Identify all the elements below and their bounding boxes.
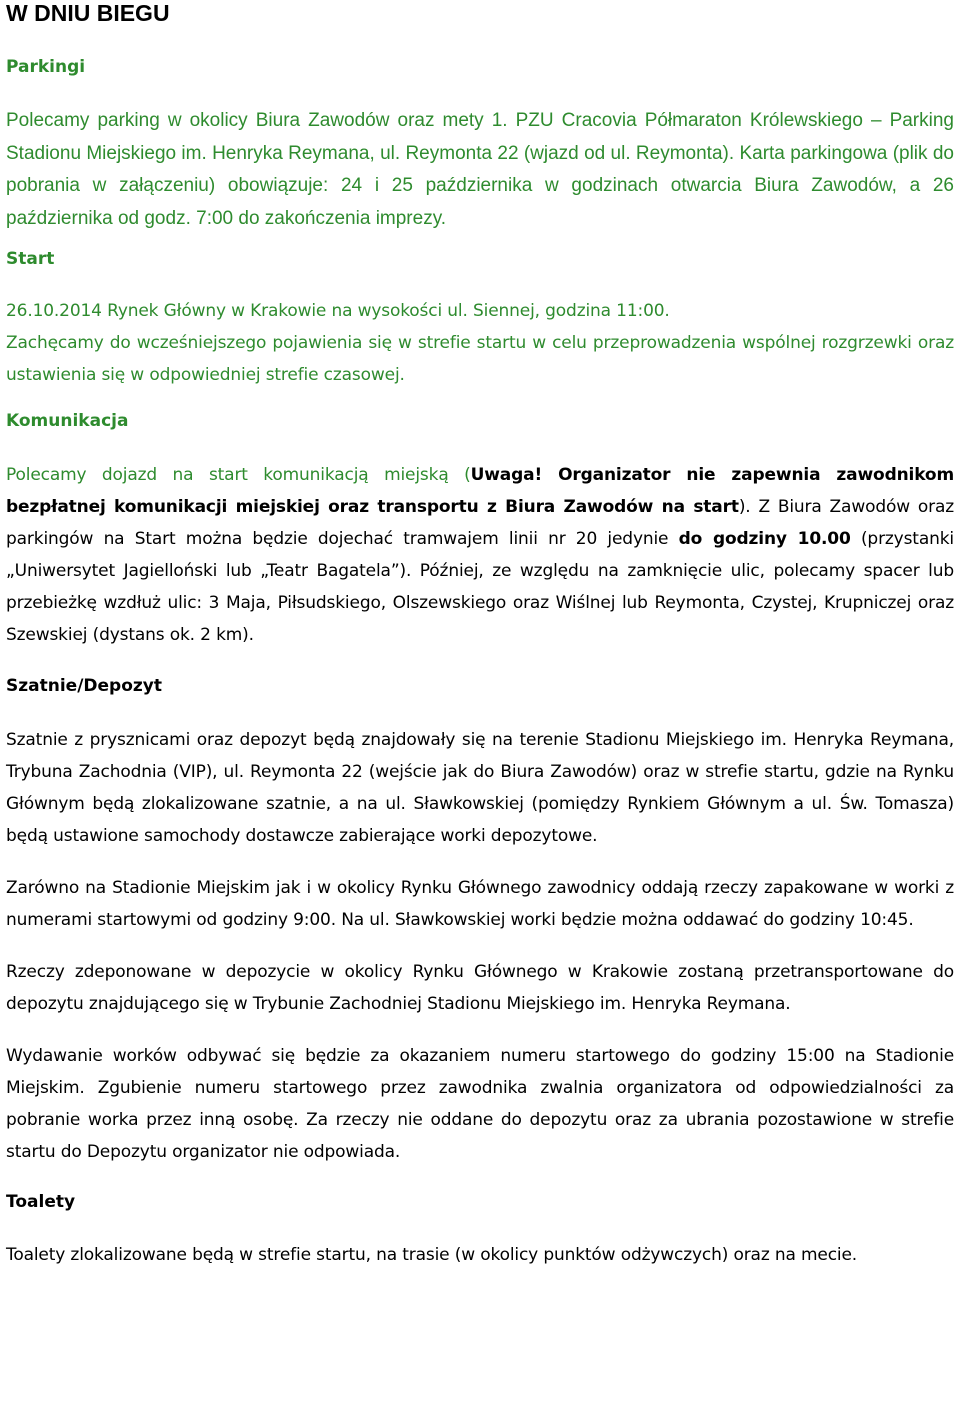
transport-text-part3: (przystanki „Uniwersytet Jagielloński lub „Teatr Bagatela”). Później, ze względu na zamknięcie ulic, polecamy spacer lub przebieżkę wzdłuż ulic: 3 Maja, Piłsudskiego, Olszewskiego oraz Wiślnej lub Reymonta, Czystej, Krupniczej oraz Szewskiej (dystans ok. 2 km). (6, 529, 954, 645)
start-date-location: 26.10.2014 Rynek Główny w Krakowie na wysokości ul. Siennej, godzina 11:00. (6, 301, 670, 321)
parking-heading: Parkingi (6, 57, 86, 77)
transport-text-part2: ). Z Biura Zawodów oraz parkingów na Start można będzie dojechać tramwajem linii nr 20 jedynie (6, 497, 954, 549)
toilets-heading: Toalety (6, 1192, 76, 1212)
cloakroom-paragraph-3: Rzeczy zdeponowane w depozycie w okolicy Rynku Głównego w Krakowie zostaną przetransportowane do depozytu znajdującego się w Trybunie Zachodniej Stadionu Miejskiego im. Henryka Reymana. (6, 962, 954, 1014)
transport-text-part1: Polecamy dojazd na start komunikacją miejską ( (6, 465, 471, 485)
transport-text (6, 459, 954, 651)
page-title: W DNIU BIEGU (6, 0, 170, 26)
parking-text: Polecamy parking w okolicy Biura Zawodów oraz mety 1. PZU Cracovia Półmaraton Królewskiego – Parking Stadionu Miejskiego im. Henryka Reymana, ul. Reymonta 22 (wjazd od ul. Reymonta). Karta parkingowa (plik do pobrania w załączeniu) obowiązuje: 24 i 25 października w godzinach otwarcia Biura Zawodów, a 26 października od godz. 7:00 do zakończenia imprezy. (6, 110, 954, 229)
transport-warning: Uwaga! Organizator nie zapewnia zawodnikom bezpłatnej komunikacji miejskiej oraz transportu z Biura Zawodów na start (6, 465, 955, 517)
cloakroom-paragraph-4: Wydawanie worków odbywać się będzie za okazaniem numeru startowego do godziny 15:00 na Stadionie Miejskim. Zgubienie numeru startowego przez zawodnika zwalnia organizatora od odpowiedzialności za pobranie worka przez inną osobę. Za rzeczy nie oddane do depozytu oraz za ubrania pozostawione w strefie startu do Depozytu organizator nie odpowiada. (6, 1046, 954, 1162)
transport-deadline: do godziny 10.00 (678, 529, 851, 549)
transport-heading: Komunikacja (6, 411, 129, 431)
cloakroom-heading: Szatnie/Depozyt (6, 676, 162, 696)
cloakroom-paragraph-1: Szatnie z prysznicami oraz depozyt będą znajdowały się na terenie Stadionu Miejskiego im. Henryka Reymana, Trybuna Zachodnia (VIP), ul. Reymonta 22 (wejście jak do Biura Zawodów) oraz w strefie startu, gdzie na Rynku Głównym będą zlokalizowane szatnie, a na ul. Sławkowskiej (pomiędzy Rynkiem Głównym a ul. Św. Tomasza) będą ustawione samochody dostawcze zabierające worki depozytowe. (6, 730, 954, 846)
start-heading: Start (6, 249, 55, 269)
toilets-text: Toalety zlokalizowane będą w strefie startu, na trasie (w okolicy punktów odżywczych) oraz na mecie. (6, 1245, 858, 1265)
cloakroom-paragraph-2: Zarówno na Stadionie Miejskim jak i w okolicy Rynku Głównego zawodnicy oddają rzeczy zapakowane w worki z numerami startowymi od godziny 9:00. Na ul. Sławkowskiej worki będzie można oddawać do godziny 10:45. (6, 878, 954, 930)
start-warmup-text: Zachęcamy do wcześniejszego pojawienia się w strefie startu w celu przeprowadzenia wspólnej rozgrzewki oraz ustawienia się w odpowiedniej strefie czasowej. (6, 333, 954, 385)
